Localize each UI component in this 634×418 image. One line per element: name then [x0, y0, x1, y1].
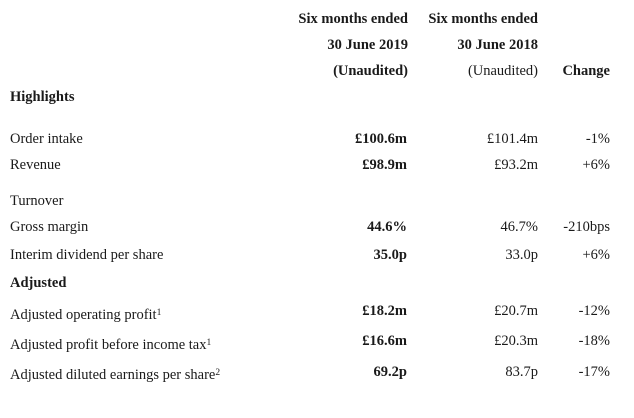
value-2019-gross-margin: 44.6%	[367, 219, 407, 235]
value-2018-gross-margin: 46.7%	[500, 219, 538, 235]
footnote-marker: 2	[215, 368, 221, 379]
label-text: Adjusted diluted earnings per share	[10, 367, 216, 383]
label-text: Adjusted profit before income tax	[10, 337, 207, 353]
row-label-order-intake: Order intake	[10, 131, 83, 147]
value-2018-order-intake: £101.4m	[486, 131, 538, 147]
change-dividend: +6%	[582, 247, 610, 263]
value-2018-adj-op-profit: £20.7m	[494, 303, 538, 319]
header-2018-line2: 30 June 2018	[457, 37, 538, 53]
row-label-turnover: Turnover	[10, 193, 64, 209]
change-adj-op-profit: -12%	[578, 303, 610, 319]
label-text: Adjusted operating profit	[10, 307, 157, 323]
row-label-revenue: Revenue	[10, 157, 61, 173]
value-2018-adj-eps: 83.7p	[505, 364, 538, 380]
change-adj-eps: -17%	[578, 364, 610, 380]
footnote-marker: 1	[156, 308, 162, 319]
header-2019-line3: (Unaudited)	[333, 63, 408, 79]
value-2019-adj-pbt: £16.6m	[362, 333, 407, 349]
row-label-adj-pbt	[10, 336, 211, 354]
row-label-gross-margin: Gross margin	[10, 219, 89, 235]
change-gross-margin: -210bps	[563, 219, 610, 235]
change-revenue: +6%	[582, 157, 610, 173]
footnote-marker: 1	[206, 338, 212, 349]
value-2019-adj-eps: 69.2p	[373, 364, 407, 380]
row-label-adj-eps	[10, 366, 220, 384]
header-2019-line1: Six months ended	[298, 11, 408, 27]
header-2018-line3: (Unaudited)	[467, 63, 538, 79]
row-label-dividend: Interim dividend per share	[10, 247, 164, 263]
section-adjusted: Adjusted	[10, 275, 67, 291]
change-adj-pbt: -18%	[578, 333, 610, 349]
value-2018-adj-pbt: £20.3m	[494, 333, 538, 349]
value-2018-revenue: £93.2m	[494, 157, 538, 173]
header-2018-line1: Six months ended	[428, 11, 538, 27]
value-2018-dividend: 33.0p	[505, 247, 538, 263]
row-label-adj-op-profit	[10, 306, 161, 324]
section-highlights: Highlights	[10, 89, 75, 105]
value-2019-adj-op-profit: £18.2m	[362, 303, 407, 319]
header-change: Change	[562, 63, 610, 79]
value-2019-dividend: 35.0p	[373, 247, 407, 263]
header-2019-line2: 30 June 2019	[327, 37, 408, 53]
value-2019-revenue: £98.9m	[362, 157, 407, 173]
change-order-intake: -1%	[585, 131, 610, 147]
value-2019-order-intake: £100.6m	[355, 131, 407, 147]
